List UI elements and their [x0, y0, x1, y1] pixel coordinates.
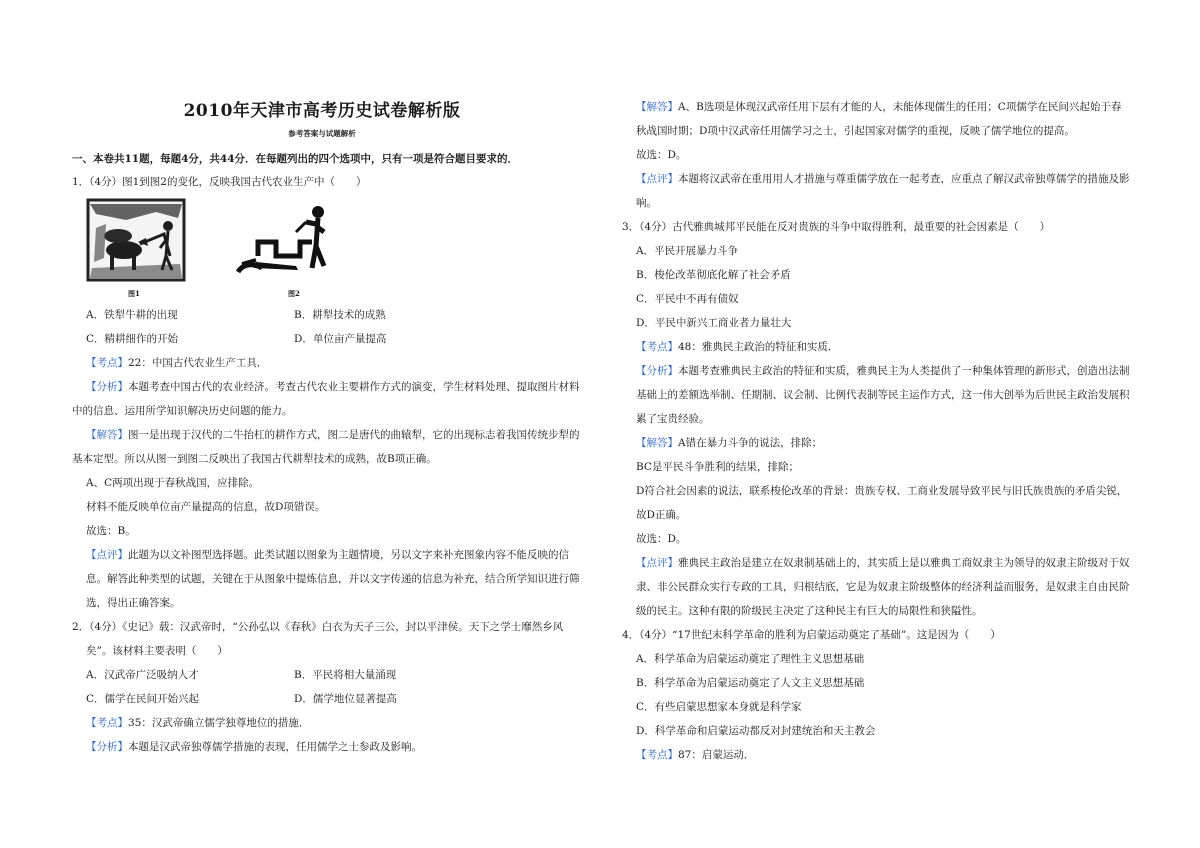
jieda-tag: 【解答】 [636, 437, 678, 449]
page-subtitle: 参考答案与试题解析 [288, 129, 356, 138]
q4-kaodian-text: 87：启蒙运动． [678, 749, 755, 761]
q1-jieda-line: 材料不能反映单位亩产量提高的信息，故D项错误。 [86, 501, 326, 513]
q1-fenxi [86, 380, 580, 394]
q2-kaodian [86, 716, 309, 730]
q3-kaodian [636, 340, 838, 354]
q4-kaodian [636, 748, 754, 762]
q3-option-d: D．平民中新兴工商业者力量壮大 [636, 317, 792, 329]
q1-kaodian [86, 356, 267, 370]
fig1-caption: 图1 [128, 289, 140, 298]
q1-option-c: C．精耕细作的开始 [86, 333, 179, 345]
q1-stem: 1．（4分）图1到图2的变化，反映我国古代农业生产中（ ） [72, 176, 367, 188]
q1-jieda-line: 故选：B。 [86, 525, 136, 537]
page-title: 2010年天津市高考历史试卷解析版 [183, 101, 461, 121]
fenxi-tag: 【分析】 [636, 365, 678, 377]
fenxi-tag: 【分析】 [86, 381, 128, 393]
q3-jieda [636, 436, 822, 450]
q4-option-d: D．科学革命和启蒙运动都反对封建统治和天主教会 [636, 725, 876, 737]
plowing-oxen-figure [86, 198, 186, 282]
q3-jieda-line: D符合社会因素的说法，联系梭伦改革的背景：贵族专权、工商业发展导致平民与旧氏族贵族的矛盾尖锐， [636, 485, 1128, 497]
fig2-caption: 图2 [288, 289, 300, 298]
q1-jieda-line: 图一是出现于汉代的二牛抬杠的耕作方式，图二是唐代的曲辕犁，它的出现标志着我国传统步犁的 [128, 429, 580, 441]
q2-dianping-line: 本题将汉武帝在重用用人才措施与尊重儒学放在一起考查，应重点了解汉武帝独尊儒学的措施及影 [678, 173, 1130, 185]
q3-fenxi-line: 累了宝贵经验。 [636, 413, 710, 425]
q4-stem: 4．（4分）“17世纪末科学革命的胜利为启蒙运动奠定了基础”。这是因为（ ） [622, 629, 1001, 641]
q2-option-c: C．儒学在民间开始兴起 [86, 693, 200, 705]
q3-dianping-line: 隶、非公民群众实行专政的工具，归根结底，它是为奴隶主阶级整体的经济利益而服务，是奴隶主自由民阶 [636, 581, 1130, 593]
q4-option-a: A．科学革命为启蒙运动奠定了理性主义思想基础 [636, 653, 865, 665]
q3-jieda-line: 故选：D。 [636, 533, 687, 545]
q4-option-b: B．科学革命为启蒙运动奠定了人文主义思想基础 [636, 677, 865, 689]
q3-dianping-line: 级的民主。这种有限的阶级民主决定了这种民主有巨大的局限性和狭隘性。 [636, 605, 983, 617]
q3-fenxi [636, 364, 1130, 378]
curved-shaft-plow-figure [236, 202, 328, 282]
q1-option-a: A．铁犁牛耕的出现 [86, 309, 178, 321]
q2-jieda-line: 故选：D。 [636, 149, 687, 161]
q3-jieda-line: 故D正确。 [636, 509, 687, 521]
q2-option-b: B．平民将相大量涌现 [294, 669, 397, 681]
q3-option-c: C．平民中不再有债奴 [636, 293, 739, 305]
q2-jieda-line: A、B选项是体现汉武帝任用下层有才能的人，未能体现儒生的任用；C项儒学在民间兴起始于春 [678, 101, 1122, 113]
q3-option-b: B．梭伦改革彻底化解了社会矛盾 [636, 269, 791, 281]
q4-option-c: C．有些启蒙思想家本身就是科学家 [636, 701, 802, 713]
q1-fenxi-line: 中的信息、运用所学知识解决历史问题的能力。 [72, 405, 293, 417]
q2-stem-line: 矣”。该材料主要表明（ ） [86, 645, 228, 657]
q3-kaodian-text: 48：雅典民主政治的特征和实质． [678, 341, 839, 353]
q3-option-a: A．平民开展暴力斗争 [636, 245, 739, 257]
dianping-tag: 【点评】 [636, 173, 678, 185]
q2-fenxi-text: 本题是汉武帝独尊儒学措施的表现，任用儒学之士参政及影响。 [128, 741, 422, 753]
q1-option-d: D．单位亩产量提高 [294, 333, 387, 345]
q3-dianping-line: 雅典民主政治是建立在奴隶制基础上的，其实质上是以雅典工商奴隶主为领导的奴隶主阶级对于奴 [678, 557, 1130, 569]
q1-dianping-line: 息。解答此种类型的试题，关键在于从图象中提炼信息，并以文字传递的信息为补充，结合所学知识进行筛 [86, 573, 580, 585]
dianping-tag: 【点评】 [636, 557, 678, 569]
q2-fenxi [86, 740, 422, 754]
kaodian-tag: 【考点】 [636, 341, 678, 353]
q3-dianping [636, 556, 1130, 570]
q1-option-b: B．耕犁技术的成熟 [294, 309, 386, 321]
q2-option-d: D．儒学地位显著提高 [294, 693, 397, 705]
q2-kaodian-text: 35：汉武帝确立儒学独尊地位的措施． [128, 717, 310, 729]
kaodian-tag: 【考点】 [86, 357, 128, 369]
q1-jieda [86, 428, 580, 442]
q1-dianping [86, 548, 569, 562]
q3-jieda-line: A错在暴力斗争的说法，排除； [678, 437, 823, 449]
kaodian-tag: 【考点】 [636, 749, 678, 761]
q2-stem-line: 2．（4分）《史记》载：汉武帝时，“公孙弘以《春秋》白衣为天子三公，封以平津侯。天下之学士靡然乡风 [72, 621, 564, 633]
q1-dianping-line: 选，得出正确答案。 [86, 597, 181, 609]
q2-jieda [636, 100, 1121, 114]
q1-figures [86, 198, 346, 306]
q1-jieda-line: 基本定型。所以从图一到图二反映出了我国古代耕犁技术的成熟，故B项正确。 [72, 453, 437, 465]
q3-fenxi-line: 基础上的差额选举制、任期制、议会制、比例代表制等民主运作方式，这一伟大创举为后世民主政治发展积 [636, 389, 1130, 401]
jieda-tag: 【解答】 [636, 101, 678, 113]
q1-kaodian-text: 22：中国古代农业生产工具． [128, 357, 268, 369]
q1-jieda-line: A、C两项出现于春秋战国，应排除。 [86, 477, 260, 489]
dianping-tag: 【点评】 [86, 549, 128, 561]
jieda-tag: 【解答】 [86, 429, 128, 441]
q3-stem: 3．（4分）古代雅典城邦平民能在反对贵族的斗争中取得胜利，最重要的社会因素是（ ） [622, 221, 1051, 233]
q1-dianping-line: 此题为以文补图型选择题。此类试题以图象为主题情境，另以文字来补充图象内容不能反映的信 [128, 549, 569, 561]
q3-fenxi-line: 本题考查雅典民主政治的特征和实质，雅典民主为人类提供了一种集体管理的新形式，创造出法制 [678, 365, 1130, 377]
q1-fenxi-line: 本题考查中国古代的农业经济。考查古代农业主要耕作方式的演变，学生材料处理、提取图片材料 [128, 381, 580, 393]
q3-jieda-line: BC是平民斗争胜利的结果，排除； [636, 461, 799, 473]
q2-dianping [636, 172, 1130, 186]
kaodian-tag: 【考点】 [86, 717, 128, 729]
q2-jieda-line: 秋战国时期；D项中汉武帝任用儒学习之士，引起国家对儒学的重视，反映了儒学地位的提高。 [636, 125, 1075, 137]
fenxi-tag: 【分析】 [86, 741, 128, 753]
q2-dianping-line: 响。 [636, 197, 657, 209]
q2-option-a: A．汉武帝广泛吸纳人才 [86, 669, 199, 681]
section-header: 一、本卷共11题，每题4分，共44分．在每题列出的四个选项中，只有一项是符合题目要求的． [72, 153, 519, 165]
